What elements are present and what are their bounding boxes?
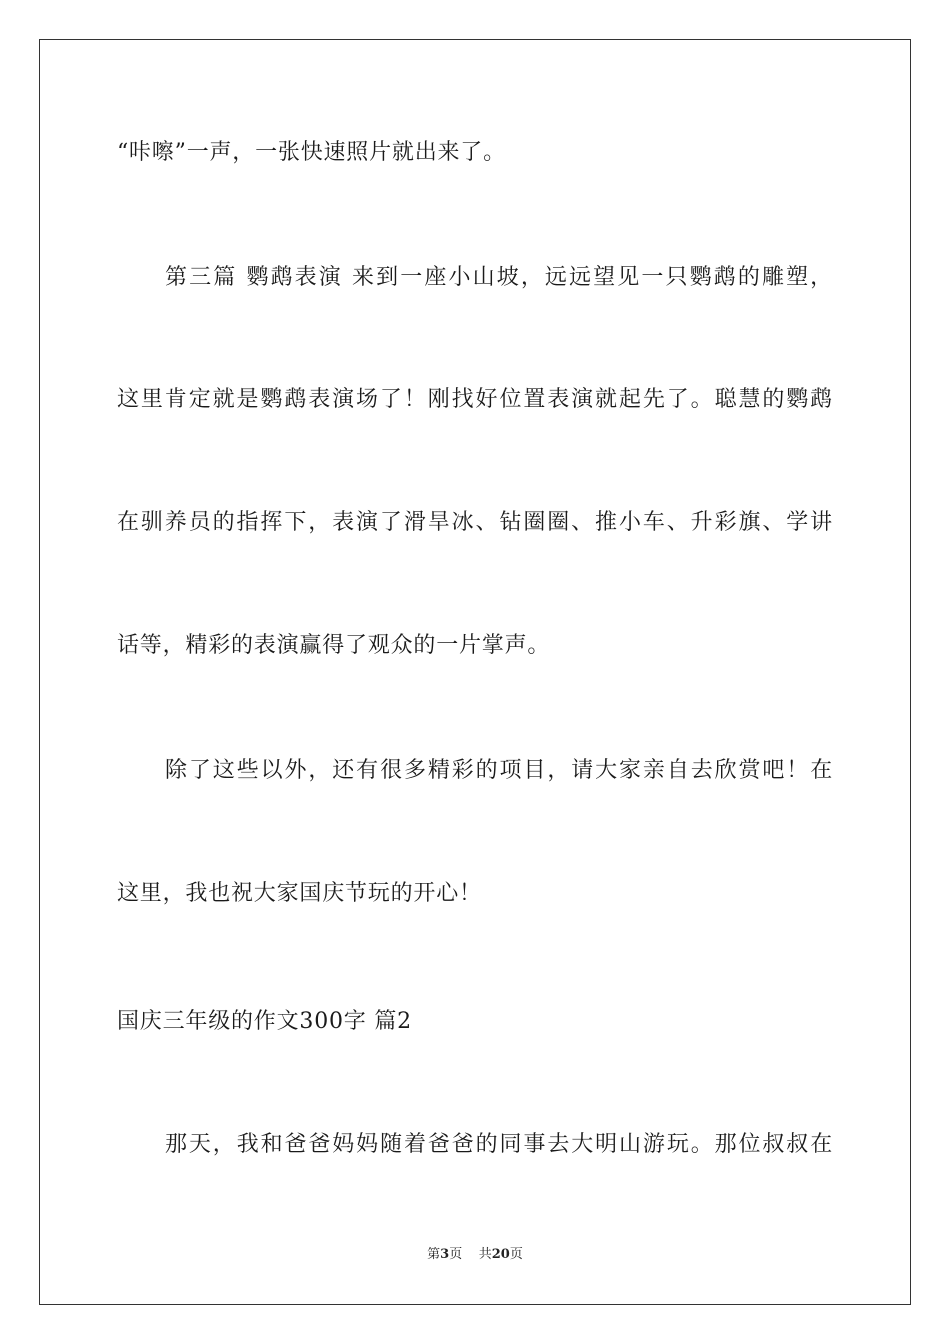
- footer-page-suffix: 页: [449, 1247, 463, 1262]
- paragraph-line: 这里，我也祝大家国庆节玩的开心！: [117, 881, 482, 906]
- footer-total-pages: 20: [491, 1247, 510, 1262]
- page-footer: [0, 1246, 950, 1264]
- paragraph-line: 在驯养员的指挥下，表演了滑旱冰、钻圈圈、推小车、升彩旗、学讲: [117, 510, 833, 535]
- footer-total-suffix: 页: [509, 1247, 523, 1262]
- paragraph-line: 这里肯定就是鹦鹉表演场了！刚找好位置表演就起先了。聪慧的鹦鹉: [117, 387, 833, 412]
- paragraph-line: 那天，我和爸爸妈妈随着爸爸的同事去大明山游玩。那位叔叔在: [165, 1132, 833, 1157]
- footer-prefix: 第: [427, 1247, 441, 1262]
- paragraph-line: 除了这些以外，还有很多精彩的项目，请大家亲自去欣赏吧！在: [165, 758, 833, 783]
- footer-total-prefix: 共: [478, 1247, 492, 1262]
- section-heading: 国庆三年级的作文300字 篇2: [117, 1009, 412, 1034]
- paragraph-line: “咔嚓”一声，一张快速照片就出来了。: [117, 140, 506, 165]
- page-border: [39, 39, 911, 1305]
- paragraph-line: 话等，精彩的表演赢得了观众的一片掌声。: [117, 633, 551, 658]
- paragraph-line: 第三篇 鹦鹉表演 来到一座小山坡，远远望见一只鹦鹉的雕塑，: [165, 265, 833, 290]
- footer-page-number: 3: [440, 1247, 450, 1262]
